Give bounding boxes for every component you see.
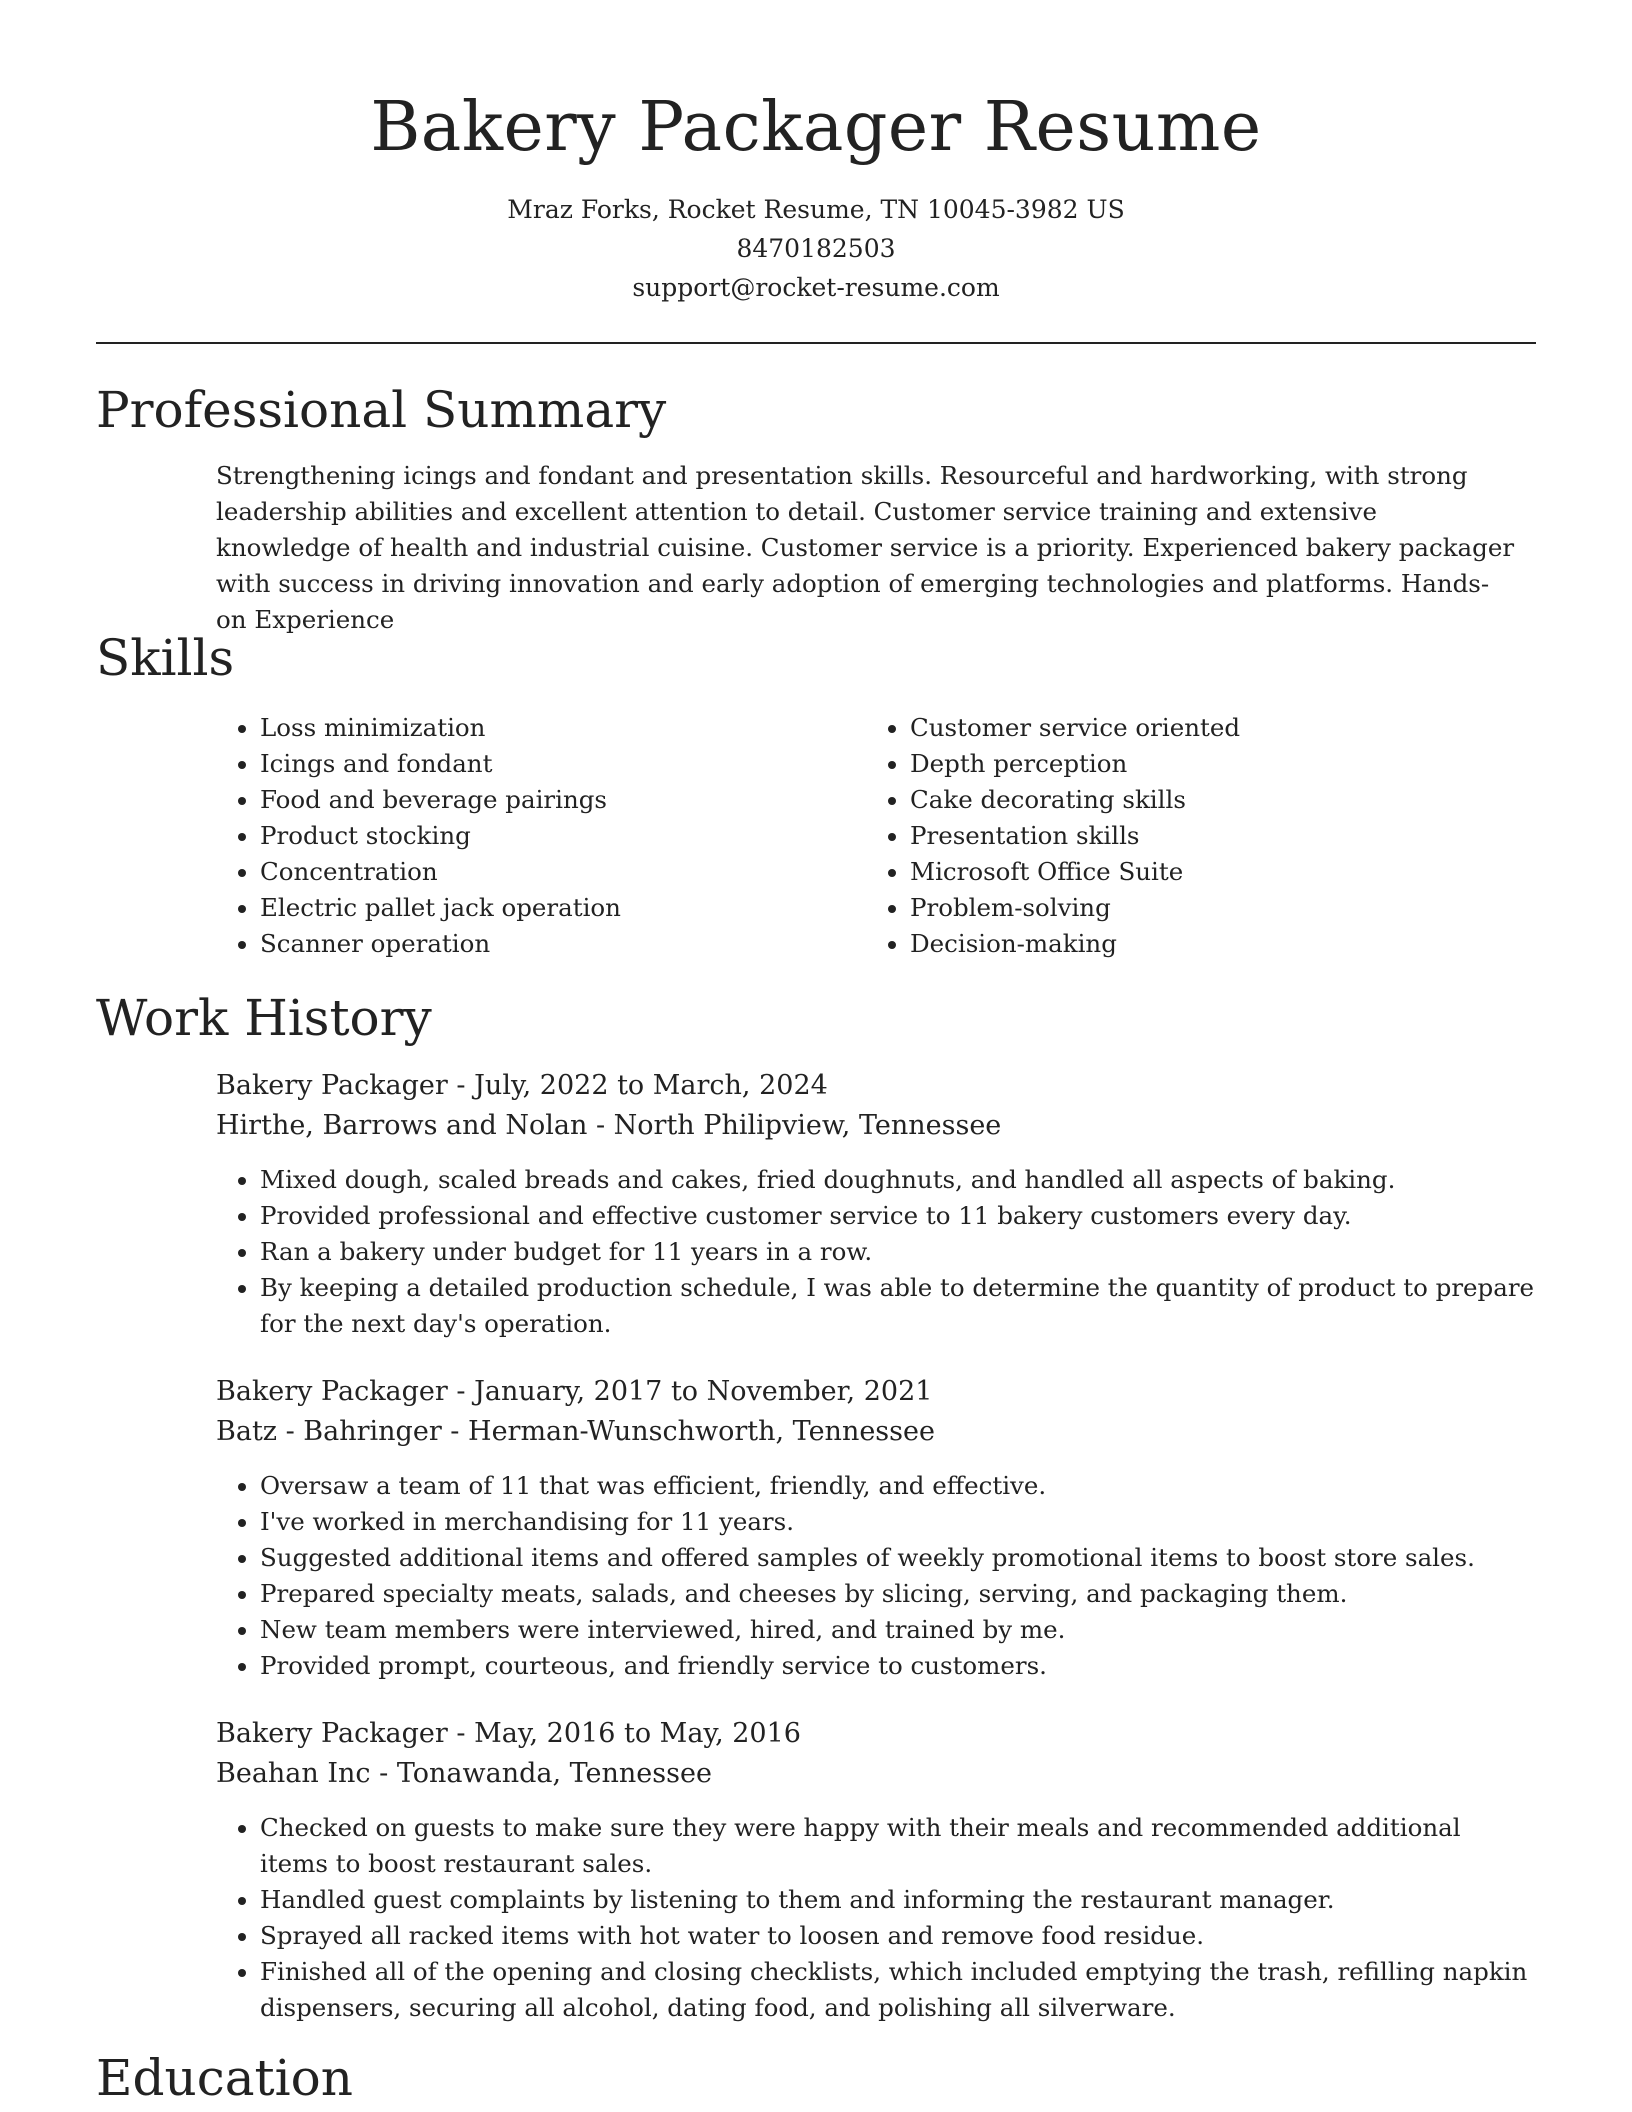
contact-address: Mraz Forks, Rocket Resume, TN 10045-3982 US: [507, 195, 1125, 224]
job-bullet: • Prepared specialty meats, salads, and cheeses by slicing, serving, and packaging them.: [260, 1576, 1536, 1612]
header-divider: [96, 342, 1536, 344]
skills-columns: [216, 710, 1516, 962]
job-bullet: • Finished all of the opening and closing checklists, which included emptying the trash, refilling napkin dispensers, securing all alcohol, dating food, and polishing all silverware.: [260, 1954, 1536, 2026]
contact-phone: 8470182503: [736, 234, 896, 263]
job-bullet: • Handled guest complaints by listening to them and informing the restaurant manager.: [260, 1882, 1536, 1918]
skill-item: • Presentation skills: [910, 818, 1516, 854]
skill-item: • Cake decorating skills: [910, 782, 1516, 818]
skill-item: • Product stocking: [260, 818, 866, 854]
work-history-heading: Work History: [96, 989, 432, 1047]
page-title: Bakery Packager Resume: [370, 88, 1262, 167]
job-bullet: • Oversaw a team of 11 that was efficient, friendly, and effective.: [260, 1468, 1536, 1504]
skill-item: • Food and beverage pairings: [260, 782, 866, 818]
job-title-line: Bakery Packager - January, 2017 to November, 2021: [216, 1376, 933, 1407]
contact-email: support@rocket-resume.com: [632, 273, 1000, 302]
skill-item: • Electric pallet jack operation: [260, 890, 866, 926]
skill-item: • Loss minimization: [260, 710, 866, 746]
job-title-line: Bakery Packager - July, 2022 to March, 2024: [216, 1070, 828, 1101]
skill-item: • Icings and fondant: [260, 746, 866, 782]
job-bullet: • Suggested additional items and offered samples of weekly promotional items to boost store sales.: [260, 1540, 1536, 1576]
job-bullet: • Checked on guests to make sure they were happy with their meals and recommended additional items to boost restaurant sales.: [260, 1810, 1536, 1882]
job-bullet: • I've worked in merchandising for 11 years.: [260, 1504, 1536, 1540]
education-heading: Education: [96, 2049, 353, 2107]
job-company-line: Beahan Inc - Tonawanda, Tennessee: [216, 1758, 712, 1789]
job-bullet: • New team members were interviewed, hired, and trained by me.: [260, 1612, 1536, 1648]
skills-list-right: [866, 710, 1516, 962]
summary-heading: Professional Summary: [96, 381, 667, 439]
skill-item: • Decision-making: [910, 926, 1516, 962]
job-bullet: • Sprayed all racked items with hot water to loosen and remove food residue.: [260, 1918, 1536, 1954]
job-header: [216, 1066, 1516, 1146]
summary-text: Strengthening icings and fondant and presentation skills. Resourceful and hardworking, with strong leadership abilities and excellent attention to detail. Customer service training and extensive knowledge of health and industrial cuisine. Customer service is a priority. Experienced bakery packager with success in driving innovation and early adoption of emerging technologies and platforms. Hands-on Experience: [216, 461, 1515, 634]
resume-header: [0, 0, 1632, 307]
job-bullets: [216, 1810, 1536, 2026]
job-header: [216, 1372, 1516, 1452]
job-bullets: [216, 1162, 1536, 1342]
job-company-line: Hirthe, Barrows and Nolan - North Philipview, Tennessee: [216, 1110, 1002, 1141]
skill-item: • Depth perception: [910, 746, 1516, 782]
job-bullet: • Ran a bakery under budget for 11 years in a row.: [260, 1234, 1536, 1270]
skill-item: • Concentration: [260, 854, 866, 890]
skills-heading: Skills: [96, 629, 235, 687]
job-bullet: • Provided professional and effective customer service to 11 bakery customers every day.: [260, 1198, 1536, 1234]
job-bullet: • By keeping a detailed production schedule, I was able to determine the quantity of product to prepare for the next day's operation.: [260, 1270, 1536, 1342]
skill-item: • Problem-solving: [910, 890, 1516, 926]
skill-item: • Scanner operation: [260, 926, 866, 962]
job-bullets: [216, 1468, 1536, 1684]
job-header: [216, 1714, 1516, 1794]
job-bullet: • Provided prompt, courteous, and friendly service to customers.: [260, 1648, 1536, 1684]
skills-list-left: [216, 710, 866, 962]
job-company-line: Batz - Bahringer - Herman-Wunschworth, Tennessee: [216, 1416, 935, 1447]
job-bullet: • Mixed dough, scaled breads and cakes, fried doughnuts, and handled all aspects of baking.: [260, 1162, 1536, 1198]
skill-item: • Customer service oriented: [910, 710, 1516, 746]
job-title-line: Bakery Packager - May, 2016 to May, 2016: [216, 1718, 801, 1749]
contact-block: [0, 190, 1632, 307]
skill-item: • Microsoft Office Suite: [910, 854, 1516, 890]
